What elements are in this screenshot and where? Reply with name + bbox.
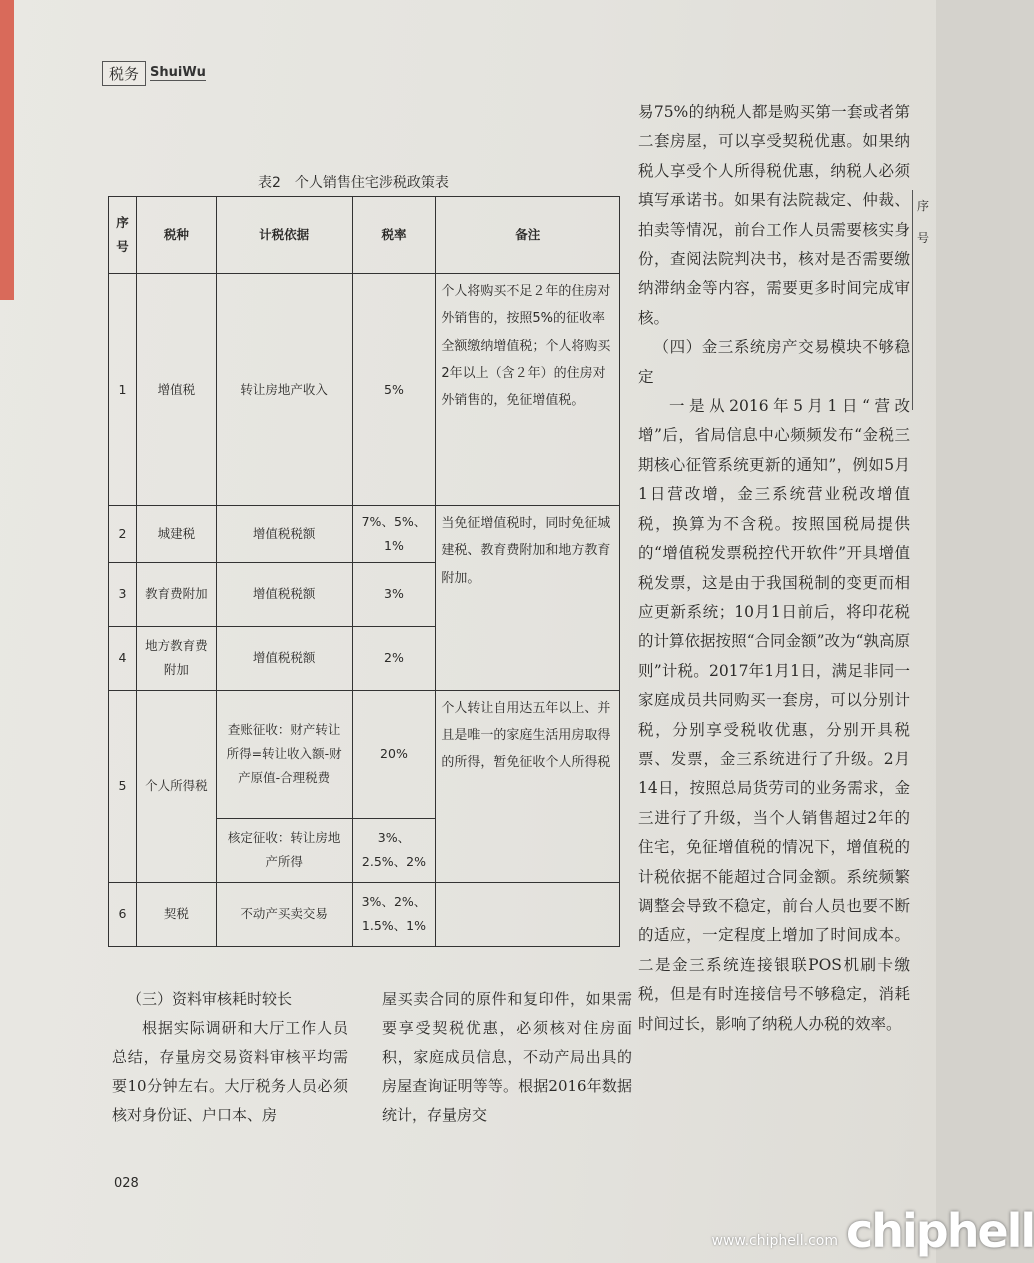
middle-column — [382, 985, 632, 1130]
cell-basis: 增值税税额 — [216, 506, 352, 563]
cell-tax: 城建税 — [136, 506, 216, 563]
left-column — [112, 985, 348, 1130]
watermark — [711, 1204, 1034, 1258]
cell-note-vat: 个人将购买不足２年的住房对外销售的，按照5%的征收率全额缴纳增值税；个人将购买2年以上（含２年）的住房对外销售的，免征增值税。 — [436, 274, 620, 506]
cell-rate: 20% — [352, 690, 436, 818]
paragraph: 一是从2016年5月1日“营改增”后，省局信息中心频频发布“金税三期核心征管系统更新的通知”，例如5月1日营改增，金三系统营业税改增值税，换算为不含税。按照国税局提供的“增值税发票税控代开软件”开具增值税发票，这是由于我国税制的变更而相应更新系统；10月1日前后，将印花税的计算依据按照“合同金额”改为“孰高原则”计税。2017年1月1日，满足非同一家庭成员共同购买一套房，可以分别计税，分别享受税收优惠，分别开具税票、发票，金三系统进行了升级。2月14日，按照总局货劳司的业务需求，金三进行了升级，当个人销售超过2年的住宅，免征增值税的情况下，增值税的计税依据不能超过合同金额。系统频繁调整会导致不稳定，前台人员也要不断的适应，一定程度上增加了时间成本。二是金三系统连接银联POS机刷卡缴税，但是有时连接信号不够稳定，消耗时间过长，影响了纳税人办税的效率。 — [638, 397, 910, 1033]
side-header-2: 号 — [917, 231, 930, 245]
section-heading-4: （四）金三系统房产交易模块不够稳定 — [638, 338, 910, 386]
cell-basis: 增值税税额 — [216, 626, 352, 690]
table-row — [109, 506, 620, 563]
cell-note-surcharge: 当免征增值税时，同时免征城建税、教育费附加和地方教育附加。 — [436, 506, 620, 691]
cell-num: 1 — [109, 274, 137, 506]
cell-tax: 个人所得税 — [136, 690, 216, 882]
section-title-en: ShuiWu — [150, 65, 206, 80]
cell-rate: 2% — [352, 626, 436, 690]
watermark-url: www.chiphell.com — [711, 1233, 838, 1249]
cell-rate: 3% — [352, 562, 436, 626]
table-row — [109, 274, 620, 506]
cell-tax: 地方教育费附加 — [136, 626, 216, 690]
right-column — [638, 98, 910, 1039]
cell-num: 5 — [109, 690, 137, 882]
paragraph: 易75%的纳税人都是购买第一套或者第二套房屋，可以享受契税优惠。如果纳税人享受个人所得税优惠，纳税人必须填写承诺书。如果有法院裁定、仲裁、拍卖等情况，前台工作人员需要核实身份，查阅法院判决书，核对是否需要缴纳滞纳金等内容，需要更多时间完成审核。 — [638, 103, 910, 327]
section-header — [102, 62, 206, 84]
table-title: 表2 个人销售住宅涉税政策表 — [258, 175, 449, 191]
cell-tax: 契税 — [136, 882, 216, 946]
cell-rate: 7%、5%、1% — [352, 506, 436, 563]
cell-note-iit: 个人转让自用达五年以上、并且是唯一的家庭生活用房取得的所得，暂免征收个人所得税 — [436, 690, 620, 882]
cell-num: 2 — [109, 506, 137, 563]
header-num: 序号 — [109, 197, 137, 274]
next-page-table-edge — [912, 190, 937, 410]
chiphell-logo: chiphell — [846, 1204, 1034, 1258]
table-row — [109, 882, 620, 946]
cell-note-empty — [436, 882, 620, 946]
cell-tax: 教育费附加 — [136, 562, 216, 626]
cell-tax: 增值税 — [136, 274, 216, 506]
cell-basis: 转让房地产收入 — [216, 274, 352, 506]
cell-rate: 3%、2%、1.5%、1% — [352, 882, 436, 946]
cell-num: 6 — [109, 882, 137, 946]
cell-num: 4 — [109, 626, 137, 690]
header-tax: 税种 — [136, 197, 216, 274]
cell-num: 3 — [109, 562, 137, 626]
table-header-row — [109, 197, 620, 274]
page-number: 028 — [114, 1176, 139, 1191]
tax-policy-table — [108, 196, 620, 947]
cell-basis: 不动产买卖交易 — [216, 882, 352, 946]
red-edge-strip — [0, 0, 14, 300]
side-header-1: 序 — [917, 199, 930, 213]
section-title-cn: 税务 — [102, 61, 146, 86]
table-row — [109, 690, 620, 818]
header-rate: 税率 — [352, 197, 436, 274]
section-heading-3: （三）资料审核耗时较长 — [127, 990, 293, 1008]
cell-basis: 查账征收：财产转让所得=转让收入额-财产原值-合理税费 — [216, 690, 352, 818]
cell-basis: 核定征收：转让房地产所得 — [216, 818, 352, 882]
paragraph: 屋买卖合同的原件和复印件，如果需要享受契税优惠，必须核对住房面积，家庭成员信息，不动产局出具的房屋查询证明等等。根据2016年数据统计，存量房交 — [382, 990, 632, 1124]
cell-rate: 5% — [352, 274, 436, 506]
header-basis: 计税依据 — [216, 197, 352, 274]
cell-rate: 3%、2.5%、2% — [352, 818, 436, 882]
header-note: 备注 — [436, 197, 620, 274]
cell-basis: 增值税税额 — [216, 562, 352, 626]
paragraph: 根据实际调研和大厅工作人员总结，存量房交易资料审核平均需要10分钟左右。大厅税务人员必须核对身份证、户口本、房 — [112, 1019, 348, 1124]
